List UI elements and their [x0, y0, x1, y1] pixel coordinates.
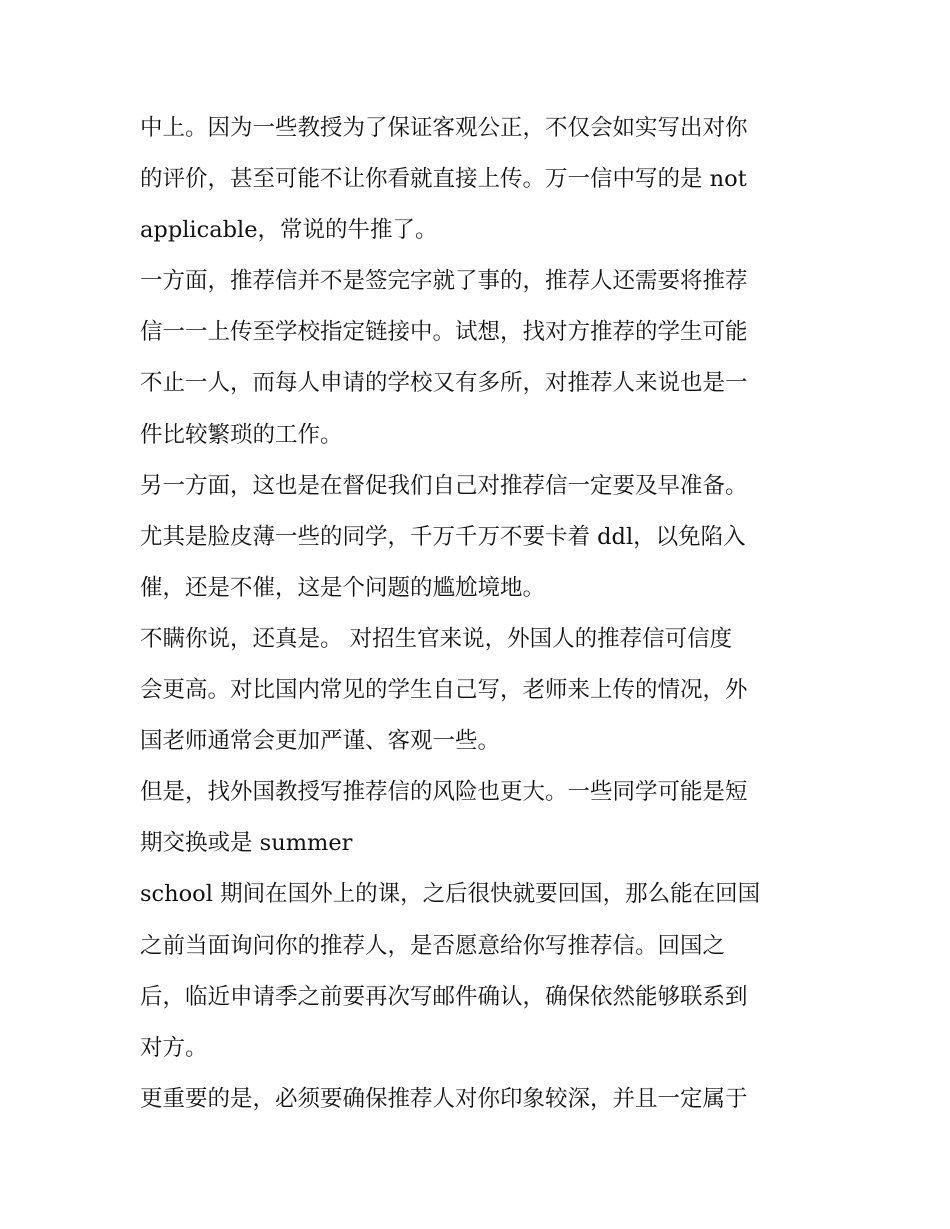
text-line: 催，还是不催，这是个问题的尴尬境地。: [140, 574, 546, 601]
text-line: 另一方面，这也是在督促我们自己对推荐信一定要及早准备。: [140, 472, 748, 499]
text-line: 期交换或是 summer: [140, 830, 353, 857]
text-line: 尤其是脸皮薄一些的同学，千万千万不要卡着 ddl，以免陷入: [140, 523, 746, 550]
text-line: 信一一上传至学校指定链接中。试想，找对方推荐的学生可能: [140, 319, 748, 346]
text-line: 的评价，甚至可能不让你看就直接上传。万一信中写的是 not: [140, 166, 747, 193]
text-line: school 期间在国外上的课，之后很快就要回国，那么能在回国: [140, 881, 761, 908]
text-line: 一方面，推荐信并不是签完字就了事的，推荐人还需要将推荐: [140, 268, 748, 295]
text-line: applicable，常说的牛推了。: [140, 217, 438, 244]
text-line: 不瞒你说，还真是。 对招生官来说，外国人的推荐信可信度: [140, 625, 733, 652]
text-line: 后，临近申请季之前要再次写邮件确认，确保依然能够联系到: [140, 983, 748, 1010]
text-line: 不止一人，而每人申请的学校又有多所，对推荐人来说也是一: [140, 370, 748, 397]
text-line: 但是，找外国教授写推荐信的风险也更大。一些同学可能是短: [140, 779, 748, 806]
text-line: 中上。因为一些教授为了保证客观公正，不仅会如实写出对你: [140, 115, 748, 141]
text-line: 会更高。对比国内常见的学生自己写，老师来上传的情况，外: [140, 677, 748, 704]
text-line: 对方。: [140, 1034, 208, 1061]
text-line: 国老师通常会更加严谨、客观一些。: [140, 728, 501, 755]
text-line: 之前当面询问你的推荐人，是否愿意给你写推荐信。回国之: [140, 932, 726, 959]
text-line: 更重要的是，必须要确保推荐人对你印象较深，并且一定属于: [140, 1085, 748, 1112]
document-body-text: [140, 103, 812, 1125]
text-line: 件比较繁琐的工作。: [140, 421, 343, 448]
